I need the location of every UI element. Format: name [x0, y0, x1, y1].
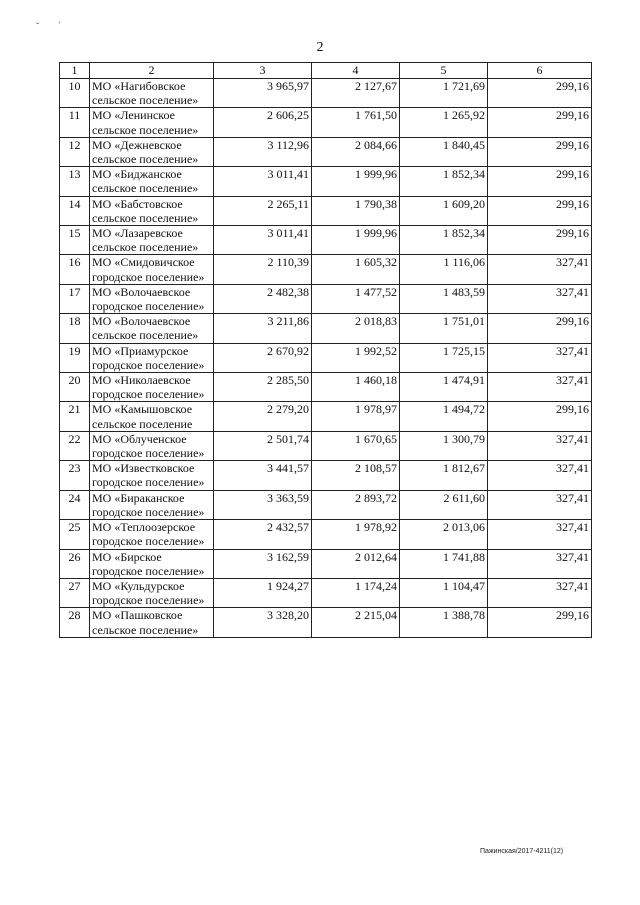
column-5-value-cell: 1 852,34: [400, 226, 488, 255]
column-5-value-cell: 1 116,06: [400, 255, 488, 284]
municipality-name-cell: МО «Ленинское сельское поселение»: [90, 108, 214, 137]
table-row: [60, 490, 592, 519]
column-3-value-cell: 2 279,20: [214, 402, 312, 431]
page-number: 2: [316, 40, 324, 55]
municipality-name-cell: МО «Бираканское городское поселение»: [90, 490, 214, 519]
scan-mark: ˇ: [36, 22, 40, 33]
column-6-value-cell: 299,16: [488, 167, 592, 196]
municipality-name-cell: МО «Лазаревское сельское поселение»: [90, 226, 214, 255]
row-number-cell: 24: [60, 490, 90, 519]
column-5-value-cell: 1 852,34: [400, 167, 488, 196]
row-number-cell: 23: [60, 461, 90, 490]
table-row: [60, 608, 592, 637]
row-number-cell: 16: [60, 255, 90, 284]
column-5-value-cell: 1 609,20: [400, 196, 488, 225]
column-5-value-cell: 1 840,45: [400, 137, 488, 166]
row-number-cell: 22: [60, 431, 90, 460]
column-6-value-cell: 327,41: [488, 284, 592, 313]
table-body: [60, 79, 592, 638]
table-row: [60, 549, 592, 578]
column-header: 1: [60, 63, 90, 79]
row-number-cell: 12: [60, 137, 90, 166]
document-code: Пажинская/2017-4211(12): [480, 848, 564, 855]
table-row: [60, 431, 592, 460]
municipality-name-cell: МО «Известковское городское поселение»: [90, 461, 214, 490]
scan-mark: ʼ: [58, 20, 61, 29]
column-3-value-cell: 3 965,97: [214, 79, 312, 108]
column-3-value-cell: 1 924,27: [214, 578, 312, 607]
municipality-name-cell: МО «Облученское городское поселение»: [90, 431, 214, 460]
column-5-value-cell: 2 611,60: [400, 490, 488, 519]
municipality-name-cell: МО «Камышовское сельское поселение: [90, 402, 214, 431]
column-4-value-cell: 2 012,64: [312, 549, 400, 578]
column-4-value-cell: 2 108,57: [312, 461, 400, 490]
column-4-value-cell: 1 605,32: [312, 255, 400, 284]
column-3-value-cell: 3 112,96: [214, 137, 312, 166]
column-header: 6: [488, 63, 592, 79]
column-5-value-cell: 1 300,79: [400, 431, 488, 460]
municipality-name-cell: МО «Теплоозерское городское поселение»: [90, 520, 214, 549]
municipality-name-cell: МО «Биджанское сельское поселение»: [90, 167, 214, 196]
municipality-name-cell: МО «Смидовичское городское поселение»: [90, 255, 214, 284]
column-5-value-cell: 1 751,01: [400, 314, 488, 343]
table-row: [60, 137, 592, 166]
table-row: [60, 578, 592, 607]
column-6-value-cell: 299,16: [488, 314, 592, 343]
column-3-value-cell: 2 110,39: [214, 255, 312, 284]
column-3-value-cell: 3 011,41: [214, 167, 312, 196]
column-header: 3: [214, 63, 312, 79]
municipality-name-cell: МО «Бабстовское сельское поселение»: [90, 196, 214, 225]
row-number-cell: 20: [60, 373, 90, 402]
column-4-value-cell: 1 761,50: [312, 108, 400, 137]
column-5-value-cell: 1 494,72: [400, 402, 488, 431]
column-6-value-cell: 327,41: [488, 255, 592, 284]
column-3-value-cell: 2 482,38: [214, 284, 312, 313]
column-4-value-cell: 1 174,24: [312, 578, 400, 607]
column-5-value-cell: 1 812,67: [400, 461, 488, 490]
row-number-cell: 28: [60, 608, 90, 637]
row-number-cell: 15: [60, 226, 90, 255]
column-3-value-cell: 2 606,25: [214, 108, 312, 137]
column-6-value-cell: 327,41: [488, 373, 592, 402]
column-6-value-cell: 327,41: [488, 431, 592, 460]
column-4-value-cell: 2 215,04: [312, 608, 400, 637]
column-3-value-cell: 3 441,57: [214, 461, 312, 490]
data-table: [59, 62, 592, 638]
row-number-cell: 14: [60, 196, 90, 225]
column-4-value-cell: 2 018,83: [312, 314, 400, 343]
row-number-cell: 19: [60, 343, 90, 372]
column-header: 2: [90, 63, 214, 79]
column-5-value-cell: 1 725,15: [400, 343, 488, 372]
municipality-name-cell: МО «Волочаевское городское поселение»: [90, 284, 214, 313]
column-3-value-cell: 3 363,59: [214, 490, 312, 519]
column-header: 5: [400, 63, 488, 79]
column-4-value-cell: 2 127,67: [312, 79, 400, 108]
column-5-value-cell: 1 265,92: [400, 108, 488, 137]
column-3-value-cell: 2 285,50: [214, 373, 312, 402]
column-3-value-cell: 3 162,59: [214, 549, 312, 578]
row-number-cell: 27: [60, 578, 90, 607]
column-4-value-cell: 1 460,18: [312, 373, 400, 402]
column-3-value-cell: 3 011,41: [214, 226, 312, 255]
column-5-value-cell: 2 013,06: [400, 520, 488, 549]
municipality-name-cell: МО «Кульдурское городское поселение»: [90, 578, 214, 607]
table-row: [60, 108, 592, 137]
table-row: [60, 255, 592, 284]
table-row: [60, 373, 592, 402]
table-row: [60, 284, 592, 313]
row-number-cell: 25: [60, 520, 90, 549]
column-6-value-cell: 299,16: [488, 608, 592, 637]
row-number-cell: 21: [60, 402, 90, 431]
table-row: [60, 520, 592, 549]
municipality-name-cell: МО «Бирское городское поселение»: [90, 549, 214, 578]
column-6-value-cell: 327,41: [488, 343, 592, 372]
column-6-value-cell: 327,41: [488, 461, 592, 490]
municipality-name-cell: МО «Приамурское городское поселение»: [90, 343, 214, 372]
column-3-value-cell: 2 265,11: [214, 196, 312, 225]
column-5-value-cell: 1 741,88: [400, 549, 488, 578]
table-row: [60, 226, 592, 255]
column-4-value-cell: 1 992,52: [312, 343, 400, 372]
column-3-value-cell: 2 501,74: [214, 431, 312, 460]
column-6-value-cell: 327,41: [488, 549, 592, 578]
municipality-name-cell: МО «Пашковское сельское поселение»: [90, 608, 214, 637]
column-4-value-cell: 2 084,66: [312, 137, 400, 166]
column-4-value-cell: 2 893,72: [312, 490, 400, 519]
municipality-name-cell: МО «Нагибовское сельское поселение»: [90, 79, 214, 108]
column-6-value-cell: 299,16: [488, 226, 592, 255]
column-3-value-cell: 3 328,20: [214, 608, 312, 637]
column-3-value-cell: 2 670,92: [214, 343, 312, 372]
column-4-value-cell: 1 790,38: [312, 196, 400, 225]
row-number-cell: 18: [60, 314, 90, 343]
column-4-value-cell: 1 999,96: [312, 167, 400, 196]
table-row: [60, 461, 592, 490]
column-4-value-cell: 1 477,52: [312, 284, 400, 313]
column-3-value-cell: 2 432,57: [214, 520, 312, 549]
column-6-value-cell: 327,41: [488, 490, 592, 519]
column-5-value-cell: 1 474,91: [400, 373, 488, 402]
table-row: [60, 196, 592, 225]
column-6-value-cell: 299,16: [488, 79, 592, 108]
column-4-value-cell: 1 978,92: [312, 520, 400, 549]
column-header: 4: [312, 63, 400, 79]
row-number-cell: 10: [60, 79, 90, 108]
municipality-name-cell: МО «Николаевское городское поселение»: [90, 373, 214, 402]
column-6-value-cell: 299,16: [488, 108, 592, 137]
table-row: [60, 314, 592, 343]
column-3-value-cell: 3 211,86: [214, 314, 312, 343]
row-number-cell: 17: [60, 284, 90, 313]
table-row: [60, 79, 592, 108]
table-header-row: [60, 63, 592, 79]
column-6-value-cell: 327,41: [488, 578, 592, 607]
column-6-value-cell: 327,41: [488, 520, 592, 549]
row-number-cell: 11: [60, 108, 90, 137]
column-6-value-cell: 299,16: [488, 402, 592, 431]
column-6-value-cell: 299,16: [488, 137, 592, 166]
column-5-value-cell: 1 483,59: [400, 284, 488, 313]
row-number-cell: 13: [60, 167, 90, 196]
column-5-value-cell: 1 388,78: [400, 608, 488, 637]
column-6-value-cell: 299,16: [488, 196, 592, 225]
column-4-value-cell: 1 978,97: [312, 402, 400, 431]
column-4-value-cell: 1 999,96: [312, 226, 400, 255]
table-row: [60, 167, 592, 196]
column-5-value-cell: 1 721,69: [400, 79, 488, 108]
row-number-cell: 26: [60, 549, 90, 578]
municipality-name-cell: МО «Волочаевское сельское поселение»: [90, 314, 214, 343]
column-4-value-cell: 1 670,65: [312, 431, 400, 460]
municipality-name-cell: МО «Дежневское сельское поселение»: [90, 137, 214, 166]
table-row: [60, 343, 592, 372]
table-row: [60, 402, 592, 431]
column-5-value-cell: 1 104,47: [400, 578, 488, 607]
